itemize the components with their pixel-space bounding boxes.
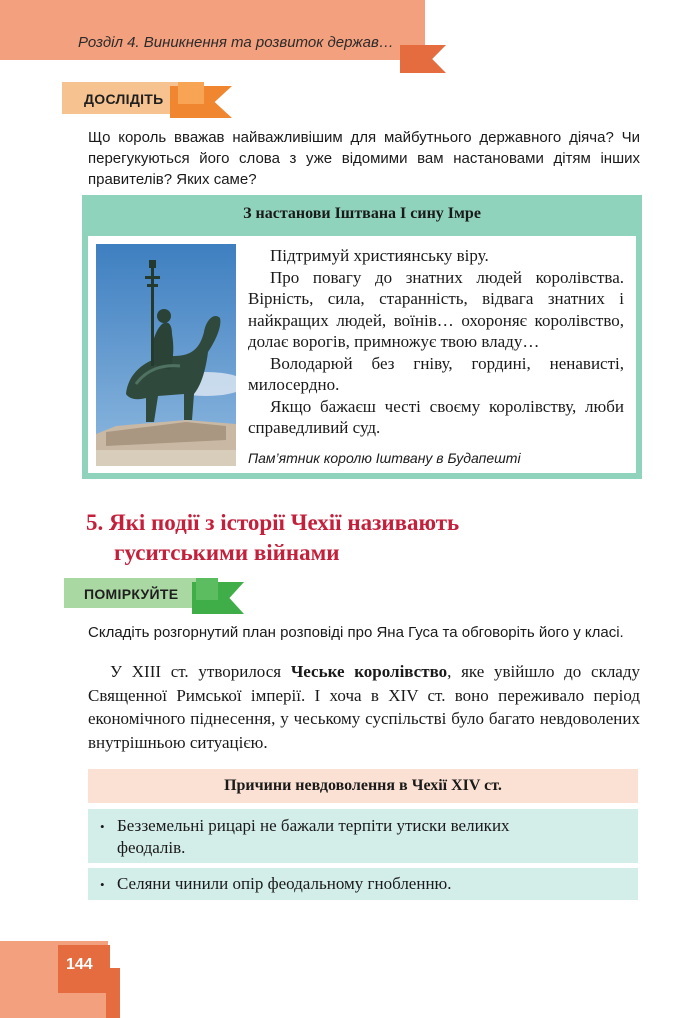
main-paragraph	[88, 660, 640, 754]
bullet-icon: •	[100, 877, 105, 892]
paragraph-text: , яке увійшло до складу Священної Римської імперії. І хоча в XIV ст. воно переживало період економічного піднесення, у чеському суспільстві було багато невдоволених внутрішньою ситуацією.	[88, 662, 641, 752]
section-title: Розділ 4. Виникнення та розвиток держав…	[78, 34, 394, 51]
statue-image	[96, 244, 236, 466]
quote-box-title: З настанови Іштвана І сину Імре	[243, 205, 481, 222]
header-ribbon	[400, 45, 446, 73]
quote-paragraph: Володарюй без гніву, гордині, ненависті, милосердно.	[248, 353, 624, 394]
quote-paragraph: Про повагу до знатних людей королівства. Вірність, сила, старанність, відвага знатних і найкращих людей, воїнів… охороняє королівство, долає ворогів, примножує твою владу…	[248, 267, 624, 351]
section-heading	[86, 508, 646, 568]
think-tag-label: ПОМІРКУЙТЕ	[84, 586, 179, 602]
section-heading-line2: гуситськими війнами	[114, 540, 340, 565]
row-line: Безземельні рицарі не бажали терпіти утиски великих	[117, 816, 510, 835]
quote-text	[248, 245, 624, 439]
row-bullet	[100, 873, 105, 896]
paragraph-text: У XIII ст. утворилося	[110, 662, 291, 681]
row-line: феодалів.	[117, 838, 186, 857]
page-number: 144	[66, 956, 93, 973]
think-task: Складіть розгорнутий план розповіді про Яна Гуса та обговоріть його у класі.	[88, 624, 624, 641]
bullet-icon: •	[100, 819, 105, 834]
row-bullet	[100, 815, 105, 838]
image-caption: Пам’ятник королю Іштвану в Будапешті	[248, 450, 521, 466]
table-row-text	[117, 815, 627, 859]
table-row-text: Селяни чинили опір феодальному гнобленню.	[117, 874, 452, 893]
explore-tag-label: ДОСЛІДІТЬ	[84, 91, 164, 107]
paragraph-term: Чеське королівство	[290, 662, 448, 681]
quote-paragraph: Якщо бажаєш честі своєму королівству, люби справедливий суд.	[248, 396, 624, 437]
footer-accent	[106, 968, 120, 1018]
explore-question: Що король вважав найважливішим для майбутнього державного діяча? Чи перегукуються його слова з уже відомими вам настановами дітям інших правителів? Яких саме?	[88, 129, 640, 188]
section-heading-line1: 5. Які події з історії Чехії називають	[86, 510, 460, 535]
explore-flag-accent	[178, 82, 204, 104]
header-band	[0, 0, 425, 60]
causes-table-title: Причини невдоволення в Чехії XIV ст.	[224, 777, 502, 794]
think-flag-accent	[196, 578, 218, 600]
quote-paragraph: Підтримуй християнську віру.	[270, 246, 489, 265]
